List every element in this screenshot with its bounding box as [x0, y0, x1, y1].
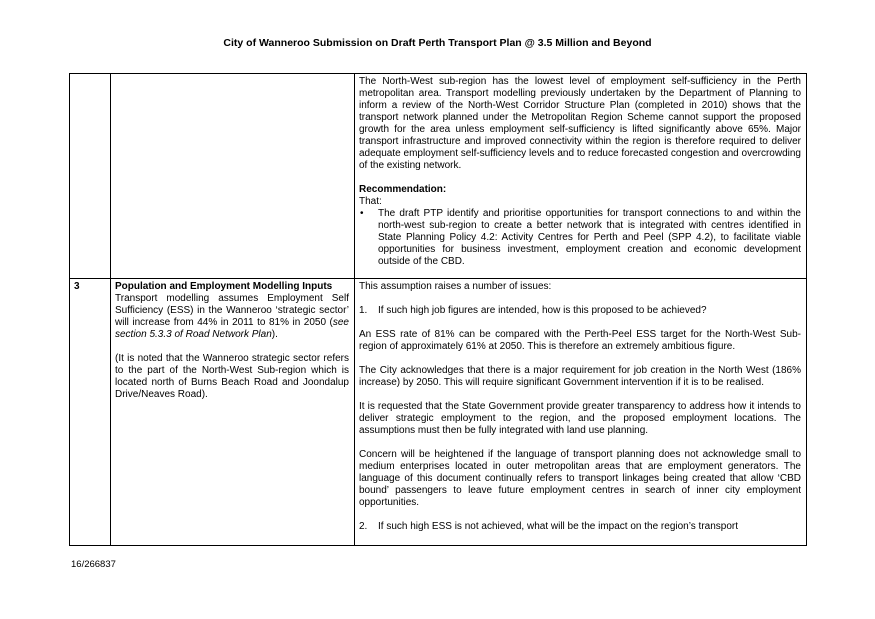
response-intro: This assumption raises a number of issues:: [359, 281, 552, 292]
recommendation-text: The draft PTP identify and prioritise opportunities for transport connections to and within the north-west sub-region to create a better network that is integrated with centres identified in State Planning Policy 4.2: Activity Centres for Perth and Peel (SPP 4.2), to facilitate viable opportunities for business investment, employment creation and economic development outside of the CBD.: [378, 208, 801, 267]
response-paragraph: The North-West sub-region has the lowest level of employment self-sufficiency in the Perth metropolitan area. Transport modelling previously undertaken by the Department of Planning to inform a review of the North-West Corridor Structure Plan (completed in 2010) shows that the transport network planned under the Metropolitan Region Scheme cannot support the proposed growth for the area unless employment self-sufficiency is lifted significantly above 65%. Major transport infrastructure and improved connectivity within the region is therefore required to deliver adequate employment self-sufficiency levels and to reduce forecasted congestion and overcrowding of the existing network.: [359, 76, 801, 171]
issue-cell: [111, 279, 355, 546]
recommendation-list: [359, 208, 801, 268]
document-reference: 16/266837: [71, 559, 116, 570]
response-cell: [355, 279, 807, 546]
issue-text: Transport modelling assumes Employment Self Sufficiency (ESS) in the Wanneroo ‘strategic sector’ will increase from 44% in 2011 to 81% in 2050 (see section 5.3.3 of Road Network Plan).: [115, 293, 349, 340]
item-number: 3: [74, 281, 80, 292]
question-1: 1. If such high job figures are intended, how is this proposed to be achieved?: [359, 305, 707, 316]
page-title: City of Wanneroo Submission on Draft Perth Transport Plan @ 3.5 Million and Beyond: [223, 37, 652, 49]
item-number-cell: [70, 279, 111, 546]
list-item: [359, 208, 801, 268]
response-paragraph: The City acknowledges that there is a major requirement for job creation in the North West (186% increase) by 2050. This will require significant Government intervention if it is to be realised.: [359, 365, 801, 388]
issue-note: (It is noted that the Wanneroo strategic sector refers to the part of the North-West Sub-region which is located north of Burns Beach Road and Joondalup Drive/Neaves Road).: [115, 353, 349, 400]
response-paragraph: Concern will be heightened if the language of transport planning does not acknowledge small to medium enterprises located in outer metropolitan areas that are employment generators. The language of this document continually refers to transport linkages being created that allow ‘CBD bound’ passengers to leave future employment centres in search of inner city employment opportunities.: [359, 449, 801, 508]
submission-table: [69, 73, 807, 546]
issue-cell: [111, 74, 355, 279]
recommendation-heading: Recommendation:: [359, 184, 447, 195]
table-row: [70, 279, 807, 546]
item-number-cell: [70, 74, 111, 279]
response-paragraph: An ESS rate of 81% can be compared with the Perth-Peel ESS target for the North-West Sub-region of approximately 61% at 2050. This is therefore an extremely ambitious figure.: [359, 329, 801, 352]
question-2: 2. If such high ESS is not achieved, what will be the impact on the region’s transport: [359, 521, 739, 532]
response-cell: [355, 74, 807, 279]
response-paragraph: It is requested that the State Government provide greater transparency to address how it intends to deliver strategic employment to the region, and the proposed employment locations. The assumptions must then be fully integrated with land use planning.: [359, 401, 801, 436]
issue-heading: Population and Employment Modelling Inputs: [115, 281, 333, 292]
bullet-icon: •: [360, 208, 364, 219]
recommendation-that: That:: [359, 196, 382, 207]
table-row: [70, 74, 807, 279]
